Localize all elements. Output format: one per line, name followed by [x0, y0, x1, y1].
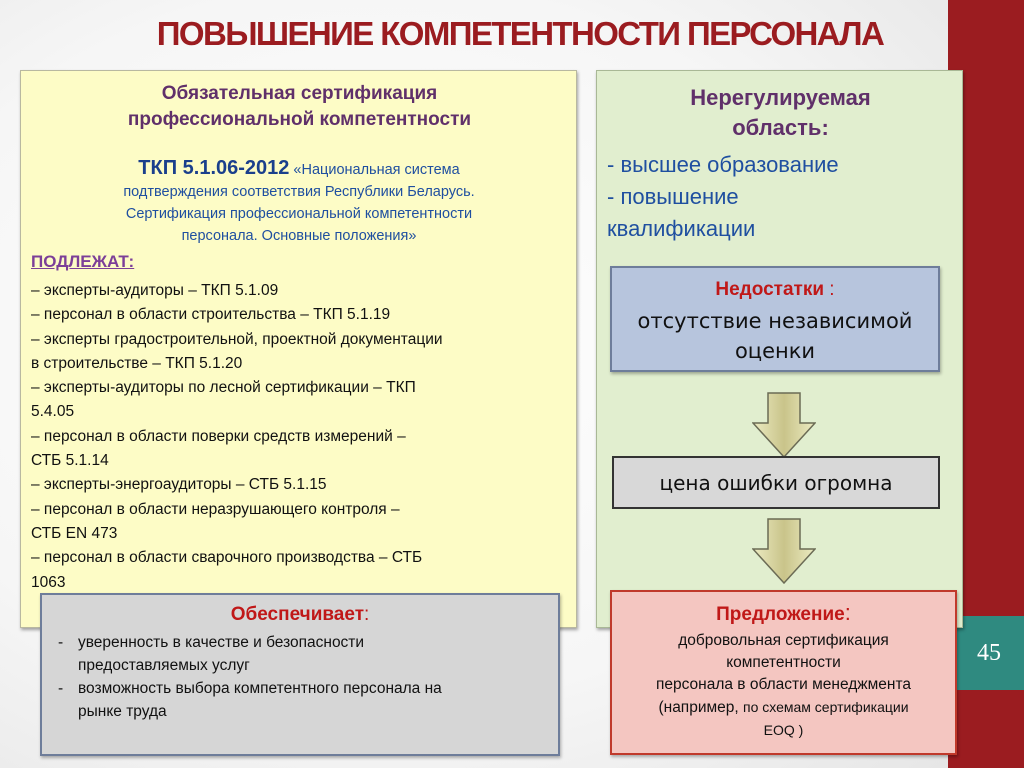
- page-number: 45: [977, 639, 1001, 666]
- ensures-title: [42, 603, 558, 627]
- mandatory-certification-panel: [20, 70, 577, 628]
- proposal-line: [612, 696, 955, 719]
- list-item-line: уверенность в качестве и безопасности: [78, 634, 365, 651]
- list-item: квалификации: [607, 216, 756, 241]
- list-item: [58, 677, 553, 723]
- standard-code: ТКП 5.1.06-2012: [138, 157, 290, 179]
- list-item: [58, 631, 553, 677]
- proposal-box: [610, 590, 957, 755]
- drawbacks-line: оценки: [734, 339, 816, 363]
- list-item: СТБ EN 473: [31, 524, 118, 542]
- list-item: – эксперты-аудиторы по лесной сертификации – ТКП: [31, 379, 416, 397]
- proposal-title-text: Предложение: [716, 604, 845, 625]
- bullet-dash: -: [58, 634, 64, 651]
- list-item-line: рынке труда: [78, 703, 167, 720]
- drawbacks-line: отсутствие независимой: [637, 309, 913, 333]
- slide-title: ПОВЫШЕНИЕ КОМПЕТЕНТНОСТИ ПЕРСОНАЛА: [156, 15, 884, 52]
- ensures-title-colon: :: [364, 604, 370, 625]
- list-item: – персонал в области строительства – ТКП 5.1.19: [31, 306, 391, 324]
- heading-line: Нерегулируемая: [690, 85, 871, 110]
- list-item: – эксперты градостроительной, проектной документации: [31, 330, 443, 348]
- drawbacks-box: [610, 266, 940, 372]
- list-item: 5.4.05: [31, 403, 75, 421]
- ensures-list: [58, 631, 553, 723]
- list-item: в строительстве – ТКП 5.1.20: [31, 354, 243, 372]
- standard-reference: [29, 157, 569, 247]
- list-item: – эксперты-энергоаудиторы – СТБ 5.1.15: [31, 476, 327, 494]
- down-arrow-icon: [752, 518, 816, 584]
- proposal-line: добровольная сертификация: [678, 632, 889, 649]
- list-item-line: предоставляемых услуг: [78, 657, 250, 674]
- drawbacks-text: [612, 306, 938, 366]
- bullet-dash: -: [58, 680, 64, 697]
- list-item: – персонал в области неразрушающего контроля –: [31, 500, 400, 518]
- proposal-title-colon: :: [844, 600, 851, 625]
- error-cost-text: цена ошибки огромна: [659, 470, 893, 495]
- ensures-box: [40, 593, 560, 756]
- subject-list: [31, 279, 571, 595]
- unregulated-area-list: [607, 149, 957, 245]
- proposal-text: [612, 630, 955, 741]
- drawbacks-title-colon: :: [824, 279, 835, 300]
- proposal-line: персонала в области менеджмента: [655, 676, 912, 693]
- drawbacks-title-text: Недостатки: [715, 279, 825, 300]
- proposal-line: компетентности: [726, 654, 841, 671]
- page-number-badge: [954, 616, 1024, 690]
- heading-line: область:: [732, 115, 829, 140]
- down-arrow-icon: [752, 392, 816, 458]
- drawbacks-title: [612, 278, 938, 302]
- heading-line: Обязательная сертификация: [161, 83, 438, 104]
- mandatory-certification-heading: [21, 81, 578, 133]
- unregulated-area-heading: [597, 83, 964, 143]
- list-item: – персонал в области поверки средств измерений –: [31, 427, 406, 445]
- list-item: - повышение: [607, 184, 739, 209]
- list-item: СТБ 5.1.14: [31, 452, 109, 470]
- list-item: 1063: [31, 573, 66, 591]
- standard-first-line: [29, 157, 569, 181]
- list-item: – эксперты-аудиторы – ТКП 5.1.09: [31, 282, 279, 299]
- proposal-line-part: по схемам сертификации: [743, 699, 909, 715]
- proposal-title: [612, 600, 955, 628]
- standard-title-part: персонала. Основные положения»: [181, 228, 417, 244]
- list-item: - высшее образование: [607, 152, 839, 177]
- error-cost-box: [612, 456, 940, 509]
- ensures-title-text: Обеспечивает: [230, 604, 364, 625]
- standard-title-part: «Национальная система: [289, 162, 460, 178]
- proposal-line-part: (например,: [658, 699, 743, 716]
- subject-label: ПОДЛЕЖАТ:: [31, 252, 135, 271]
- standard-title-part: подтверждения соответствия Республики Беларусь.: [123, 184, 475, 200]
- list-item: – персонал в области сварочного производства – СТБ: [31, 549, 423, 567]
- list-item-line: возможность выбора компетентного персонала на: [78, 680, 442, 697]
- standard-title-part: Сертификация профессиональной компетентности: [125, 206, 473, 222]
- proposal-line: EOQ ): [763, 722, 804, 738]
- heading-line: профессиональной компетентности: [127, 109, 472, 130]
